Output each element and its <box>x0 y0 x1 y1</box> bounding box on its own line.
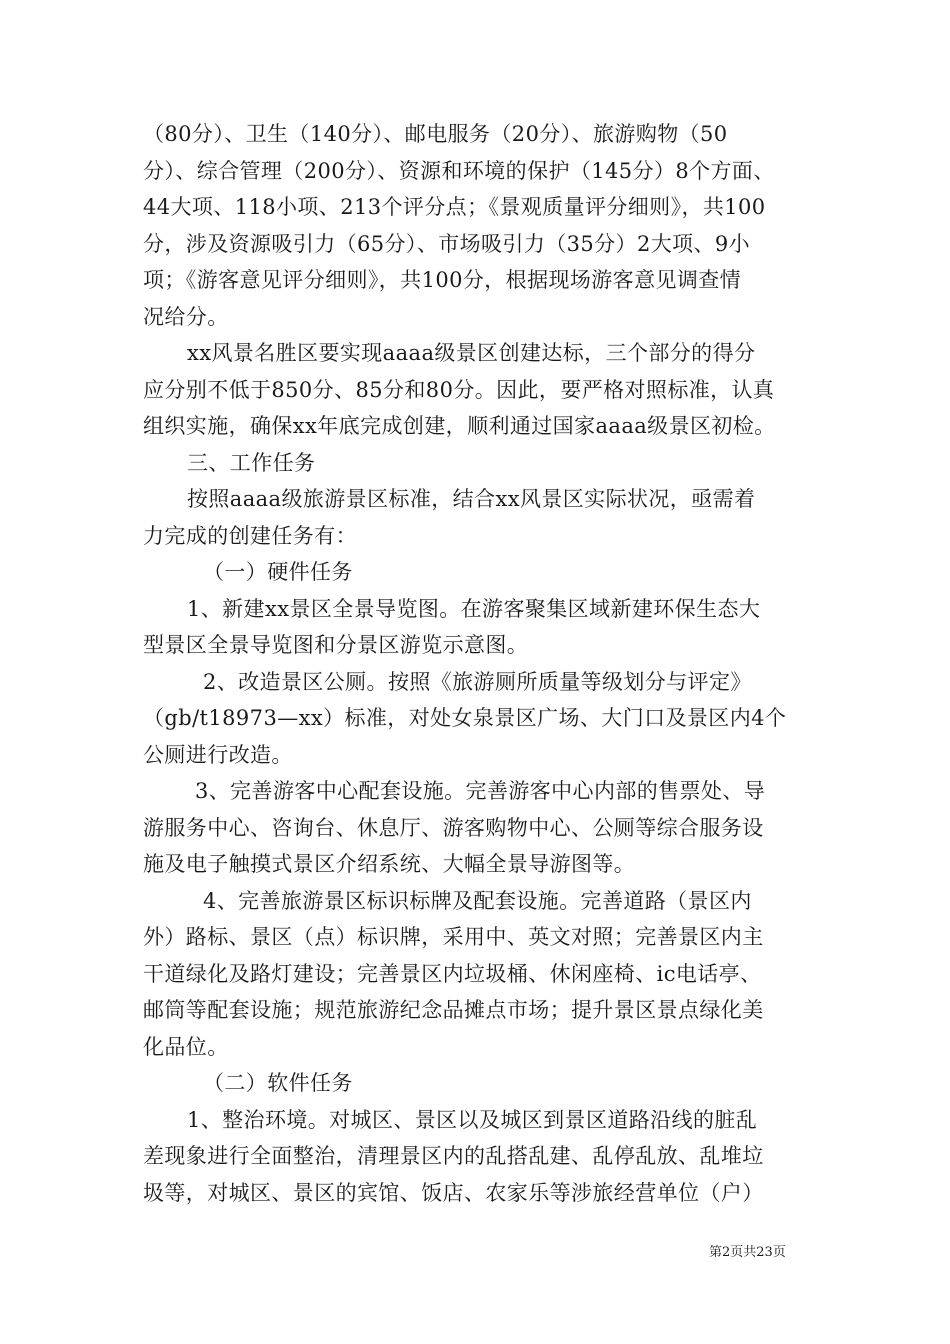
text-line: 1、新建xx景区全景导览图。在游客聚集区域新建环保生态大 <box>187 596 761 621</box>
text-line: 干道绿化及路灯建设；完善景区内垃圾桶、休闲座椅、ic电话亭、 <box>143 961 762 986</box>
text-line: 分，涉及资源吸引力（65分）、市场吸引力（35分）2大项、9小 <box>143 231 751 256</box>
text-line: 邮筒等配套设施；规范旅游纪念品摊点市场；提升景区景点绿化美 <box>143 998 764 1022</box>
text-line: 分）、综合管理（200分）、资源和环境的保护（145分）8个方面、 <box>143 158 775 183</box>
text-line: 3、完善游客中心配套设施。完善游客中心内部的售票处、导 <box>195 779 766 803</box>
text-line: 2、改造景区公厕。按照《旅游厕所质量等级划分与评定》 <box>203 669 752 694</box>
text-line: 游服务中心、咨询台、休息厅、游客购物中心、公厕等综合服务设 <box>143 815 764 840</box>
text-line: 4、完善旅游景区标识标牌及配套设施。完善道路（景区内 <box>203 888 752 913</box>
text-line: 三、工作任务 <box>187 450 316 475</box>
text-line: （gb/t18973—xx）标准，对处女泉景区广场、大门口及景区内4个 <box>143 706 787 730</box>
text-line: 按照aaaa级旅游景区标准，结合xx风景区实际状况，亟需着 <box>187 487 756 511</box>
text-line: 施及电子触摸式景区介绍系统、大幅全景导游图等。 <box>143 852 636 876</box>
text-line: 况给分。 <box>143 304 229 329</box>
text-line: 组织实施，确保xx年底完成创建，顺利通过国家aaaa级景区初检。 <box>143 414 776 438</box>
text-line: 1、整治环境。对城区、景区以及城区到景区道路沿线的脏乱 <box>187 1107 758 1132</box>
text-line: （一）硬件任务 <box>203 560 353 584</box>
text-line: 应分别不低于850分、85分和80分。因此，要严格对照标准，认真 <box>143 377 775 402</box>
text-line: 公厕进行改造。 <box>143 742 293 767</box>
text-line: 44大项、118小项、213个评分点；《景观质量评分细则》，共100 <box>143 195 766 219</box>
text-line: 外）路标、景区（点）标识牌，采用中、英文对照；完善景区内主 <box>143 925 764 949</box>
text-line: 差现象进行全面整治，清理景区内的乱搭乱建、乱停乱放、乱堆垃 <box>143 1144 764 1168</box>
text-line: xx风景名胜区要实现aaaa级景区创建达标，三个部分的得分 <box>187 341 756 365</box>
text-line: （二）软件任务 <box>203 1071 353 1095</box>
page-footer: 第2页共23页 <box>709 1245 786 1260</box>
text-line: 项；《游客意见评分细则》，共100分，根据现场游客意见调查情 <box>143 268 742 292</box>
body-text <box>143 116 807 1211</box>
text-line: 化品位。 <box>143 1034 229 1059</box>
text-line: 圾等，对城区、景区的宾馆、饭店、农家乐等涉旅经营单位（户） <box>143 1180 764 1205</box>
text-line: （80分）、卫生（140分）、邮电服务（20分）、旅游购物（50 <box>143 122 728 146</box>
text-line: 型景区全景导览图和分景区游览示意图。 <box>143 633 529 657</box>
text-line: 力完成的创建任务有： <box>143 523 357 548</box>
